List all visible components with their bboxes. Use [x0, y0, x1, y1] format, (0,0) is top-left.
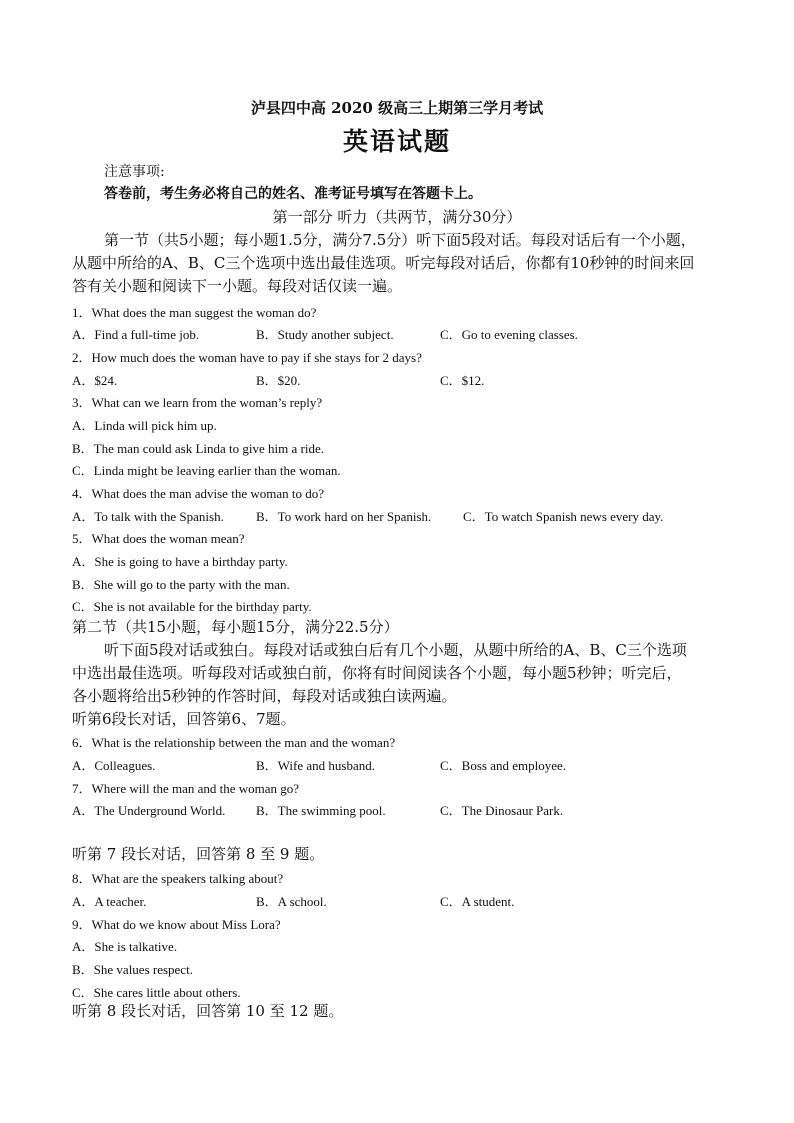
- option-c: C．Go to evening classes.: [440, 327, 578, 342]
- option-a: A．Linda will pick him up.: [72, 418, 217, 433]
- option-a: A．Colleagues.: [72, 758, 156, 773]
- option-b: B．She values respect.: [72, 962, 193, 977]
- notice-title: 注意事项:: [104, 164, 165, 180]
- section2-title: 第二节（共15小题，每小题15分，满分22.5分）: [72, 618, 399, 636]
- option-c: C．A student.: [440, 894, 515, 909]
- question-stem: 5．What does the woman mean?: [72, 531, 245, 546]
- option-b: B．The man could ask Linda to give him a ride.: [72, 441, 324, 456]
- option-c: C．She cares little about others.: [72, 985, 241, 1000]
- option-b: B．A school.: [256, 894, 327, 909]
- option-c: C．To watch Spanish news every day.: [463, 509, 664, 524]
- question-stem: 6．What is the relationship between the man and the woman?: [72, 735, 396, 750]
- option-a: A．A teacher.: [72, 894, 147, 909]
- notice-body: 答卷前，考生务必将自己的姓名、准考证号填写在答题卡上。: [104, 186, 482, 202]
- question-stem: 3．What can we learn from the woman’s reply?: [72, 395, 323, 410]
- option-b: B．She will go to the party with the man.: [72, 577, 290, 592]
- option-c: C．She is not available for the birthday party.: [72, 599, 312, 614]
- question-stem: 4．What does the man advise the woman to do?: [72, 486, 324, 501]
- option-b: B．The swimming pool.: [256, 803, 386, 818]
- option-c: C．The Dinosaur Park.: [440, 803, 564, 818]
- option-a: A．She is talkative.: [72, 939, 178, 954]
- question-stem: 1．What does the man suggest the woman do?: [72, 305, 317, 320]
- section1-intro-line: 答有关小题和阅读下一小题。每段对话仅读一遍。: [72, 277, 403, 295]
- dialog-heading: 听第 7 段长对话，回答第 8 至 9 题。: [72, 845, 325, 863]
- section2-intro-line: 中选出最佳选项。听每段对话或独白前，你将有时间阅读各个小题，每小题5秒钟；听完后，: [72, 664, 682, 682]
- dialog-heading: 听第 8 段长对话，回答第 10 至 12 题。: [72, 1002, 344, 1020]
- option-b: B．Wife and husband.: [256, 758, 375, 773]
- option-c: C．$12.: [440, 373, 485, 388]
- option-c: C．Linda might be leaving earlier than the woman.: [72, 463, 341, 478]
- option-b: B．To work hard on her Spanish.: [256, 509, 432, 524]
- question-stem: 2．How much does the woman have to pay if she stays for 2 days?: [72, 350, 422, 365]
- question-stem: 7．Where will the man and the woman go?: [72, 781, 300, 796]
- section2-intro-line: 听下面5段对话或独白。每段对话或独白后有几个小题，从题中所给的A、B、C三个选项: [104, 641, 687, 659]
- subject-title: 英语试题: [342, 127, 451, 156]
- option-a: A．She is going to have a birthday party.: [72, 554, 288, 569]
- part1-title: 第一部分 听力（共两节，满分30分）: [272, 208, 522, 226]
- question-stem: 8．What are the speakers talking about?: [72, 871, 284, 886]
- option-a: A．$24.: [72, 373, 118, 388]
- section1-intro-line: 第一节（共5小题；每小题1.5分，满分7.5分）听下面5段对话。每段对话后有一个小题，: [104, 231, 696, 249]
- dialog-heading: 听第6段长对话，回答第6、7题。: [72, 710, 296, 728]
- school-exam-line: 泸县四中高 2020 级高三上期第三学月考试: [250, 99, 544, 117]
- section1-intro-line: 从题中所给的A、B、C三个选项中选出最佳选项。听完每段对话后，你都有10秒钟的时间来回: [72, 254, 695, 272]
- section2-intro-line: 各小题将给出5秒钟的作答时间，每段对话或独白读两遍。: [72, 687, 457, 705]
- option-c: C．Boss and employee.: [440, 758, 567, 773]
- option-b: B．Study another subject.: [256, 327, 394, 342]
- option-a: A．To talk with the Spanish.: [72, 509, 224, 524]
- question-stem: 9．What do we know about Miss Lora?: [72, 917, 281, 932]
- option-a: A．The Underground World.: [72, 803, 226, 818]
- option-b: B．$20.: [256, 373, 301, 388]
- option-a: A．Find a full-time job.: [72, 327, 200, 342]
